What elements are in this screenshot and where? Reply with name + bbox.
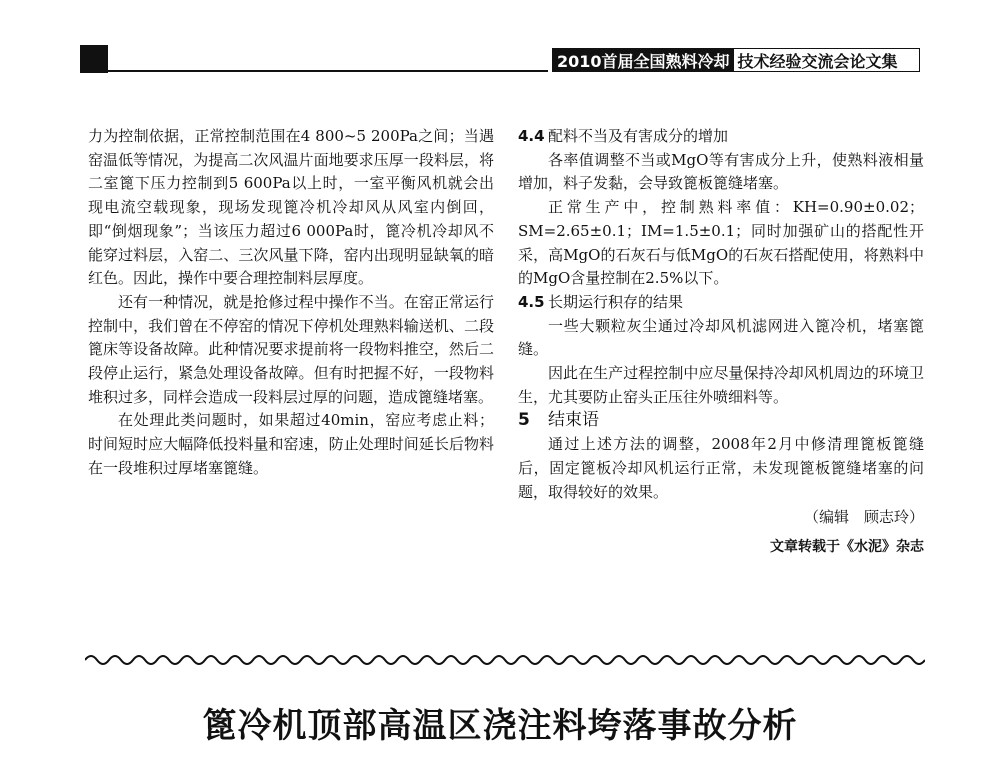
section-number: 4.5 xyxy=(518,292,545,311)
source-note: 文章转载于《水泥》杂志 xyxy=(770,538,924,555)
section-4-5-paragraph-1: 一些大颗粒灰尘通过冷却风机滤网进入篦冷机，堵塞篦缝。 xyxy=(518,316,924,359)
section-title: 配料不当及有害成分的增加 xyxy=(548,127,729,145)
section-4-5-heading xyxy=(518,291,924,315)
header-rule xyxy=(108,70,548,72)
left-paragraph-1: 力为控制依据，正常控制范围在4 800~5 200Pa之间；当遇窑温低等情况，为提高二次风温片面地要求压厚一段料层，将二室篦下压力控制到5 600Pa以上时，一室平衡风机就会出现电流空载现象，现场发现篦冷机冷却风从风室内倒回，即“倒烟现象”；当该压力超过6 000Pa时，篦冷机冷却风不能穿过料层，入窑二、三次风量下降，窑内出现明显缺氧的暗红色。因此，操作中要合理控制料层厚度。 xyxy=(88,127,494,288)
section-title: 结束语 xyxy=(548,410,599,431)
section-number: 4.4 xyxy=(518,127,545,145)
section-4-4-heading xyxy=(518,125,924,149)
right-column xyxy=(518,125,924,560)
section-4-5-paragraph-2: 因此在生产过程控制中应尽量保持冷却风机周边的环境卫生，尤其要防止窑头正压往外喷细料等。 xyxy=(518,364,924,406)
running-header xyxy=(552,48,920,72)
next-article-title: 篦冷机顶部高温区浇注料垮落事故分析 xyxy=(202,706,798,746)
left-paragraph-2: 还有一种情况，就是抢修过程中操作不当。在窑正常运行控制中，我们曾在不停窑的情况下停机处理熟料输送机、二段篦床等设备故障。此种情况要求提前将一段物料推空，然后二段停止运行，紧急处理设备故障。但有时把握不好，一段物料堆积过多，同样会造成一段料层过厚的问题，造成篦缝堵塞。 xyxy=(88,292,494,406)
section-4-4-paragraph-2: 正常生产中，控制熟料率值：KH=0.90±0.02；SM=2.65±0.1；IM=1.5±0.1；同时加强矿山的搭配性开采，高MgO的石灰石与低MgO的石灰石搭配使用，将熟料中的MgO含量控制在2.5%以下。 xyxy=(518,198,924,288)
section-number: 5 xyxy=(518,410,530,431)
editor-credit: （编辑 顾志玲） xyxy=(803,508,924,527)
wavy-divider xyxy=(85,650,925,670)
section-5-heading xyxy=(518,409,924,433)
header-title-white: 技术经验交流会论文集 xyxy=(737,51,898,71)
left-column xyxy=(88,125,494,481)
left-paragraph-3: 在处理此类问题时，如果超过40min，窑应考虑止料；时间短时应大幅降低投料量和窑速，防止处理时间延长后物料在一段堆积过厚堵塞篦缝。 xyxy=(88,411,494,477)
section-4-4-paragraph-1: 各率值调整不当或MgO等有害成分上升，使熟料液相量增加，料子发黏，会导致篦板篦缝堵塞。 xyxy=(518,150,924,193)
header-black-square xyxy=(80,45,108,73)
section-title: 长期运行积存的结果 xyxy=(548,292,684,311)
section-5-paragraph-1: 通过上述方法的调整，2008年2月中修清理篦板篦缝后，固定篦板冷却风机运行正常，未发现篦板篦缝堵塞的问题，取得较好的效果。 xyxy=(518,435,924,501)
header-title-black: 2010首届全国熟料冷却 xyxy=(553,49,734,71)
